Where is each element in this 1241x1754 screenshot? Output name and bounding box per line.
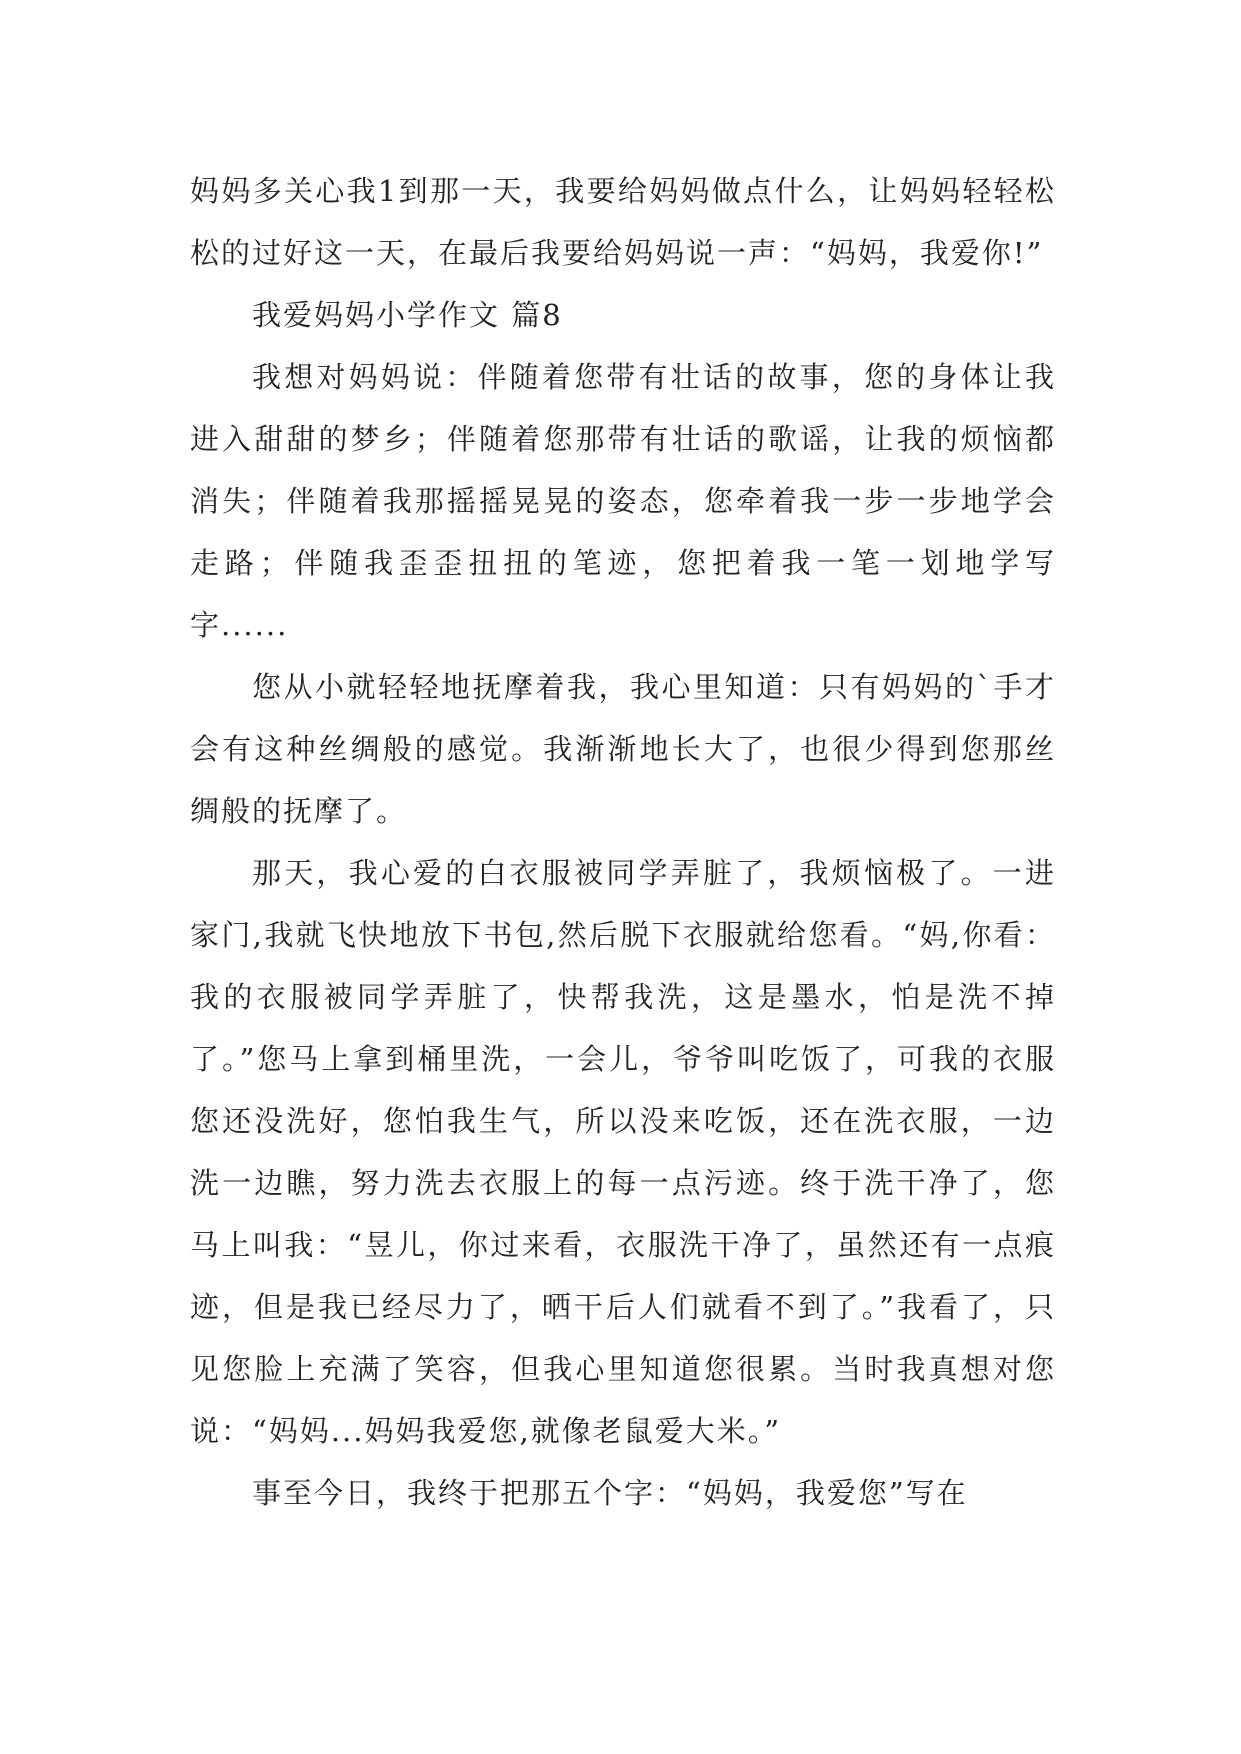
paragraph-2: 我想对妈妈说：伴随着您带有壮话的故事，您的身体让我进入甜甜的梦乡；伴随着您那带有壮话的歌谣，让我的烦恼都消失；伴随着我那摇摇晃晃的姿态，您牵着我一步一步地学会走路；伴随我歪歪扭扭的笔迹，您把着我一笔一划地学写字......: [190, 360, 1056, 642]
paragraph-5: 事至今日，我终于把那五个字：“妈妈，我爱您”写在: [252, 1476, 968, 1510]
paragraph-1: 妈妈多关心我1到那一天，我要给妈妈做点什么，让妈妈轻轻松松的过好这一天，在最后我要给妈妈说一声：“妈妈，我爱你!”: [190, 174, 1056, 270]
paragraph-4: 那天，我心爱的白衣服被同学弄脏了，我烦恼极了。一进家门,我就飞快地放下书包,然后脱下衣服就给您看。“妈,你看：我的衣服被同学弄脏了，快帮我洗，这是墨水，怕是洗不掉了。”您马上拿到桶里洗，一会儿，爷爷叫吃饭了，可我的衣服您还没洗好，您怕我生气，所以没来吃饭，还在洗衣服，一边洗一边瞧，努力洗去衣服上的每一点污迹。终于洗干净了，您马上叫我：“昱儿，你过来看，衣服洗干净了，虽然还有一点痕迹，但是我已经尽力了，晒干后人们就看不到了。”我看了，只见您脸上充满了笑容，但我心里知道您很累。当时我真想对您说：“妈妈...妈妈我爱您,就像老鼠爱大米。”: [190, 856, 1056, 1448]
document-page: [190, 160, 1056, 1524]
paragraph-3: 您从小就轻轻地抚摩着我，我心里知道：只有妈妈的`手才会有这种丝绸般的感觉。我渐渐地长大了，也很少得到您那丝绸般的抚摩了。: [190, 670, 1056, 828]
section-heading: 我爱妈妈小学作文 篇8: [252, 298, 563, 332]
